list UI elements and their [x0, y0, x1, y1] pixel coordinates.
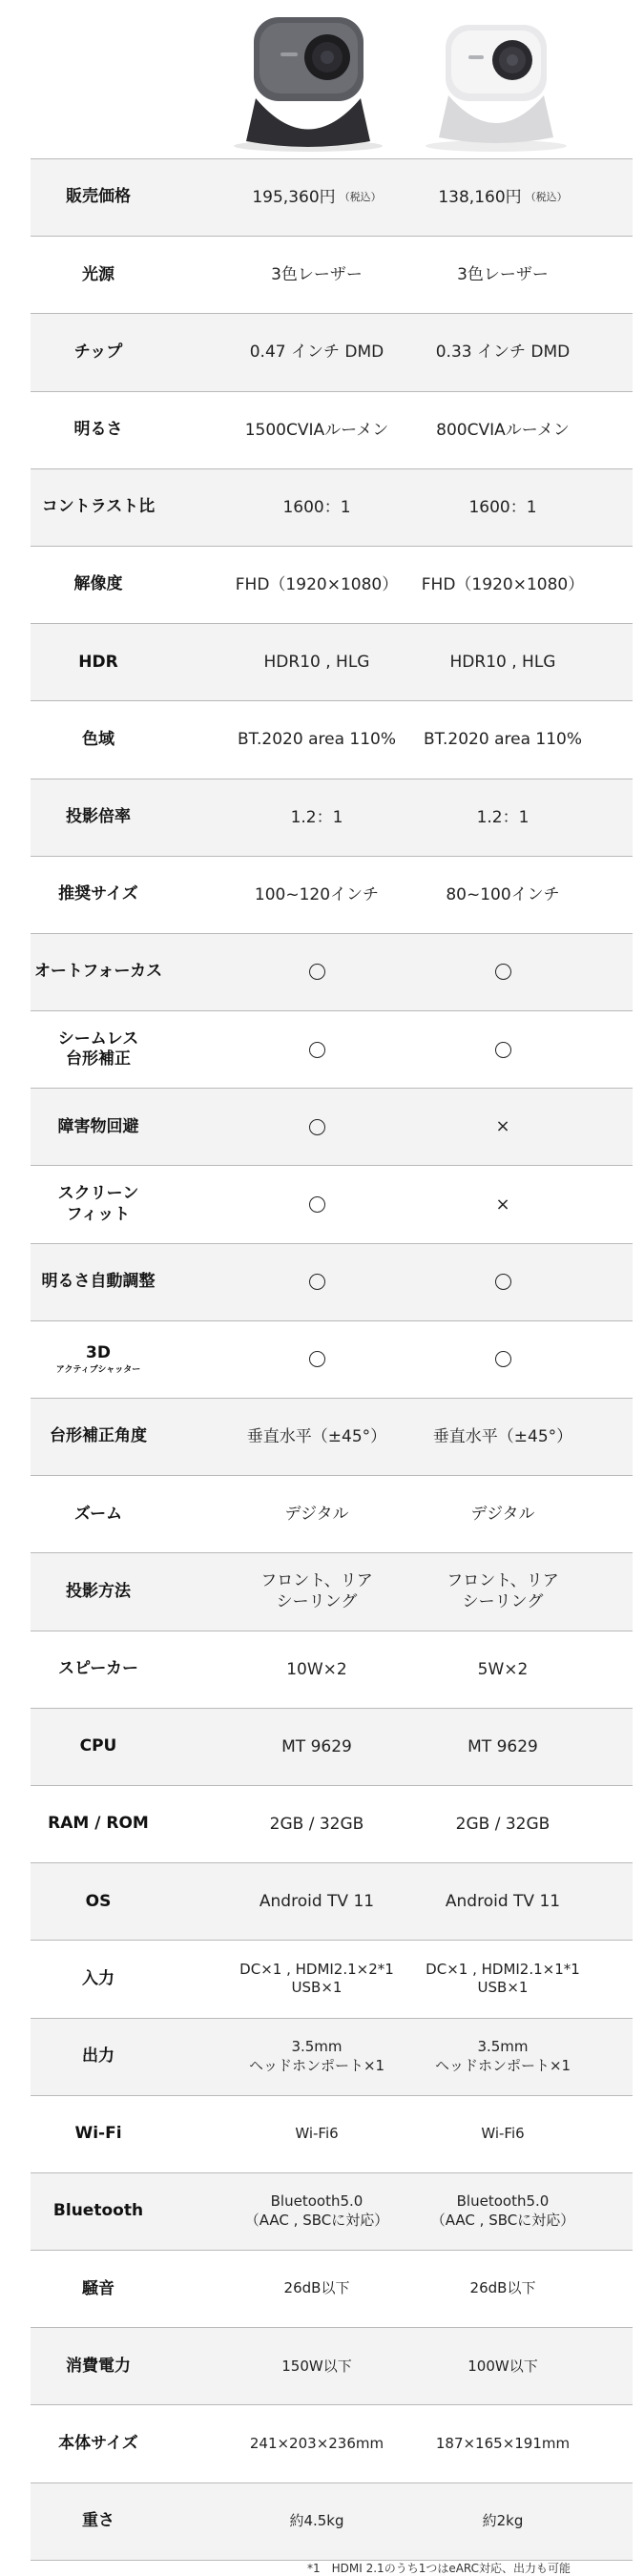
spec-row	[31, 2250, 633, 2327]
spec-value: Android TV 11	[445, 1892, 561, 1912]
supported-circle-icon	[226, 1011, 407, 1088]
light-projector-image	[405, 8, 587, 156]
spec-value: Bluetooth5.0 （AAC , SBCに対応）	[244, 2192, 389, 2229]
spec-value: MT 9629	[281, 1736, 352, 1756]
spec-value: 3.5mm ヘッドホンポート×1	[248, 2038, 385, 2074]
spec-value: HDR10 , HLG	[449, 653, 556, 673]
spec-value: BT.2020 area 110%	[237, 730, 396, 750]
spec-label	[31, 2096, 166, 2172]
spec-row	[31, 856, 633, 933]
spec-label-text: 入力	[82, 1968, 114, 1988]
spec-label	[31, 1709, 166, 1785]
spec-label-text: スピーカー	[58, 1659, 138, 1679]
supported-circle-icon	[412, 934, 593, 1010]
spec-label-text: 販売価格	[66, 187, 131, 207]
spec-row	[31, 2172, 633, 2250]
spec-label	[31, 1321, 166, 1398]
circle-icon	[495, 1274, 511, 1290]
circle-icon	[495, 1042, 511, 1058]
footnote: *1 HDMI 2.1のうち1つはeARC対応、出力も可能	[307, 2562, 571, 2575]
spec-label-text: 3D	[86, 1342, 111, 1362]
spec-value: 80~100インチ	[446, 884, 560, 904]
spec-value: BT.2020 area 110%	[423, 730, 582, 750]
spec-label	[31, 701, 166, 778]
spec-label-text: 推奨サイズ	[58, 884, 138, 904]
spec-label	[31, 1166, 166, 1242]
spec-label-text: オートフォーカス	[33, 962, 163, 982]
spec-label-text: 解像度	[73, 574, 123, 594]
spec-label	[31, 1244, 166, 1320]
circle-icon	[309, 1351, 325, 1367]
spec-row	[31, 1785, 633, 1862]
spec-label	[31, 857, 166, 933]
spec-value: 3色レーザー	[271, 265, 363, 285]
spec-value: DC×1 , HDMI2.1×2*1 USB×1	[239, 1960, 394, 1997]
spec-value: 1.2：1	[290, 807, 343, 827]
spec-label-text: 重さ	[82, 2511, 114, 2531]
spec-label-text: チップ	[73, 342, 123, 362]
spec-value: 5W×2	[477, 1659, 529, 1679]
spec-label-text: スクリーン フィット	[57, 1184, 139, 1224]
spec-row	[31, 158, 633, 236]
spec-value: 3.5mm ヘッドホンポート×1	[434, 2038, 571, 2074]
spec-row	[31, 468, 633, 546]
spec-value: 241×203×236mm	[249, 2434, 384, 2452]
spec-label-text: 投影方法	[66, 1581, 131, 1601]
spec-label-text: OS	[85, 1891, 112, 1911]
circle-icon	[309, 964, 325, 980]
spec-row	[31, 1243, 633, 1320]
spec-label	[31, 237, 166, 313]
spec-label	[31, 624, 166, 700]
spec-row	[31, 700, 633, 778]
spec-value: 800CVIAルーメン	[436, 420, 570, 440]
spec-label	[31, 2328, 166, 2404]
circle-icon	[309, 1119, 325, 1135]
spec-label-text: CPU	[79, 1736, 117, 1756]
spec-value: 187×165×191mm	[435, 2434, 571, 2452]
spec-row	[31, 1708, 633, 1785]
spec-value: 1600：1	[468, 497, 537, 517]
supported-circle-icon	[412, 1011, 593, 1088]
spec-value: 26dB以下	[283, 2279, 350, 2297]
spec-row	[31, 2404, 633, 2482]
spec-label-text: 投影倍率	[66, 806, 131, 826]
spec-value: 2GB / 32GB	[269, 1814, 364, 1834]
supported-circle-icon	[412, 1321, 593, 1398]
spec-label	[31, 392, 166, 468]
supported-circle-icon	[226, 1089, 407, 1165]
spec-row	[31, 546, 633, 623]
spec-label	[31, 159, 166, 236]
spec-label	[31, 2251, 166, 2327]
spec-label	[31, 1631, 166, 1708]
supported-circle-icon	[226, 934, 407, 1010]
supported-circle-icon	[226, 1166, 407, 1242]
spec-value: MT 9629	[467, 1736, 538, 1756]
spec-row	[31, 2095, 633, 2172]
spec-label	[31, 1553, 166, 1630]
spec-value: DC×1 , HDMI2.1×1*1 USB×1	[426, 1960, 580, 1997]
spec-label	[31, 1941, 166, 2017]
spec-row	[31, 2483, 633, 2560]
spec-row	[31, 1088, 633, 1165]
spec-row	[31, 1010, 633, 1088]
spec-row	[31, 391, 633, 468]
spec-row	[31, 1320, 633, 1398]
spec-row	[31, 933, 633, 1010]
spec-label	[31, 1399, 166, 1475]
spec-label-text: 消費電力	[66, 2356, 131, 2376]
spec-value: 26dB以下	[469, 2279, 536, 2297]
unsupported-cross-icon: ×	[495, 1116, 510, 1137]
spec-label-text: 台形補正角度	[50, 1426, 147, 1446]
spec-value: 1600：1	[282, 497, 351, 517]
spec-label	[31, 469, 166, 546]
spec-row	[31, 1165, 633, 1242]
spec-label-text: Wi-Fi	[74, 2124, 122, 2144]
spec-value: デジタル	[284, 1505, 349, 1525]
spec-comparison-table	[31, 158, 633, 2561]
spec-value: 100W以下	[467, 2357, 538, 2375]
spec-value: Android TV 11	[259, 1892, 375, 1912]
spec-label-text: 本体サイズ	[58, 2433, 138, 2453]
spec-row	[31, 1631, 633, 1708]
spec-row	[31, 313, 633, 390]
spec-value: フロント、リア シーリング	[260, 1571, 373, 1612]
price-value: 138,160円 （税込）	[438, 188, 568, 208]
spec-value: 1500CVIAルーメン	[244, 420, 389, 440]
spec-row	[31, 1940, 633, 2017]
spec-label-text: シームレス 台形補正	[57, 1028, 139, 1070]
supported-circle-icon	[226, 1321, 407, 1398]
spec-value: 2GB / 32GB	[455, 1814, 551, 1834]
spec-label-text: HDR	[78, 652, 118, 672]
spec-value: Bluetooth5.0 （AAC , SBCに対応）	[430, 2192, 575, 2229]
spec-label	[31, 1476, 166, 1552]
spec-label	[31, 2483, 166, 2560]
circle-icon	[495, 1351, 511, 1367]
spec-row	[31, 1475, 633, 1552]
spec-row	[31, 1552, 633, 1630]
spec-value: 1.2：1	[476, 807, 530, 827]
spec-label-text: 騒音	[82, 2278, 114, 2298]
price-value: 195,360円 （税込）	[252, 188, 382, 208]
spec-label-text: 出力	[82, 2046, 114, 2066]
spec-label-text: 明るさ自動調整	[41, 1272, 156, 1292]
spec-value: 150W以下	[281, 2357, 352, 2375]
spec-value: 約4.5kg	[289, 2511, 344, 2529]
supported-circle-icon	[226, 1244, 407, 1320]
spec-value: Wi-Fi6	[481, 2125, 525, 2143]
spec-label	[31, 934, 166, 1010]
spec-value: 垂直水平（±45°）	[432, 1427, 573, 1447]
spec-label-text: 色域	[82, 729, 114, 749]
spec-label	[31, 1011, 166, 1088]
spec-label-text: ズーム	[73, 1504, 123, 1524]
spec-label	[31, 314, 166, 390]
spec-value: 0.47 インチ DMD	[249, 343, 384, 363]
spec-label	[31, 1089, 166, 1165]
spec-label-text: コントラスト比	[41, 497, 156, 517]
spec-value: HDR10 , HLG	[263, 653, 370, 673]
spec-label-text: 明るさ	[73, 420, 123, 440]
spec-row	[31, 2018, 633, 2095]
spec-value: 約2kg	[482, 2511, 524, 2529]
circle-icon	[495, 964, 511, 980]
spec-row	[31, 1862, 633, 1940]
spec-label	[31, 1863, 166, 1940]
spec-label-text: 障害物回避	[57, 1116, 139, 1136]
circle-icon	[309, 1196, 325, 1213]
product-images	[0, 0, 644, 158]
spec-row	[31, 2327, 633, 2404]
spec-label	[31, 779, 166, 856]
spec-label	[31, 2019, 166, 2095]
spec-sublabel: アクティブシャッター	[55, 1364, 141, 1375]
spec-value: 100~120インチ	[254, 884, 380, 904]
circle-icon	[309, 1042, 325, 1058]
spec-value: FHD（1920×1080）	[421, 574, 585, 594]
spec-value: 10W×2	[286, 1659, 347, 1679]
spec-value: 垂直水平（±45°）	[246, 1427, 387, 1447]
spec-value: FHD（1920×1080）	[235, 574, 399, 594]
spec-row	[31, 623, 633, 700]
spec-value: Wi-Fi6	[295, 2125, 339, 2143]
spec-label	[31, 2405, 166, 2482]
spec-value: デジタル	[470, 1505, 535, 1525]
supported-circle-icon	[412, 1244, 593, 1320]
spec-value: フロント、リア シーリング	[447, 1571, 559, 1612]
dark-projector-image	[218, 8, 399, 156]
spec-value: 0.33 インチ DMD	[435, 343, 571, 363]
spec-label	[31, 2173, 166, 2250]
spec-label-text: RAM / ROM	[48, 1814, 149, 1834]
spec-label	[31, 547, 166, 623]
spec-label	[31, 1786, 166, 1862]
spec-value: 3色レーザー	[457, 265, 549, 285]
spec-label-text: Bluetooth	[52, 2201, 144, 2221]
circle-icon	[309, 1274, 325, 1290]
spec-row	[31, 236, 633, 313]
spec-label-text: 光源	[82, 264, 114, 284]
spec-row	[31, 779, 633, 856]
unsupported-cross-icon: ×	[495, 1194, 510, 1215]
spec-row	[31, 1398, 633, 1475]
